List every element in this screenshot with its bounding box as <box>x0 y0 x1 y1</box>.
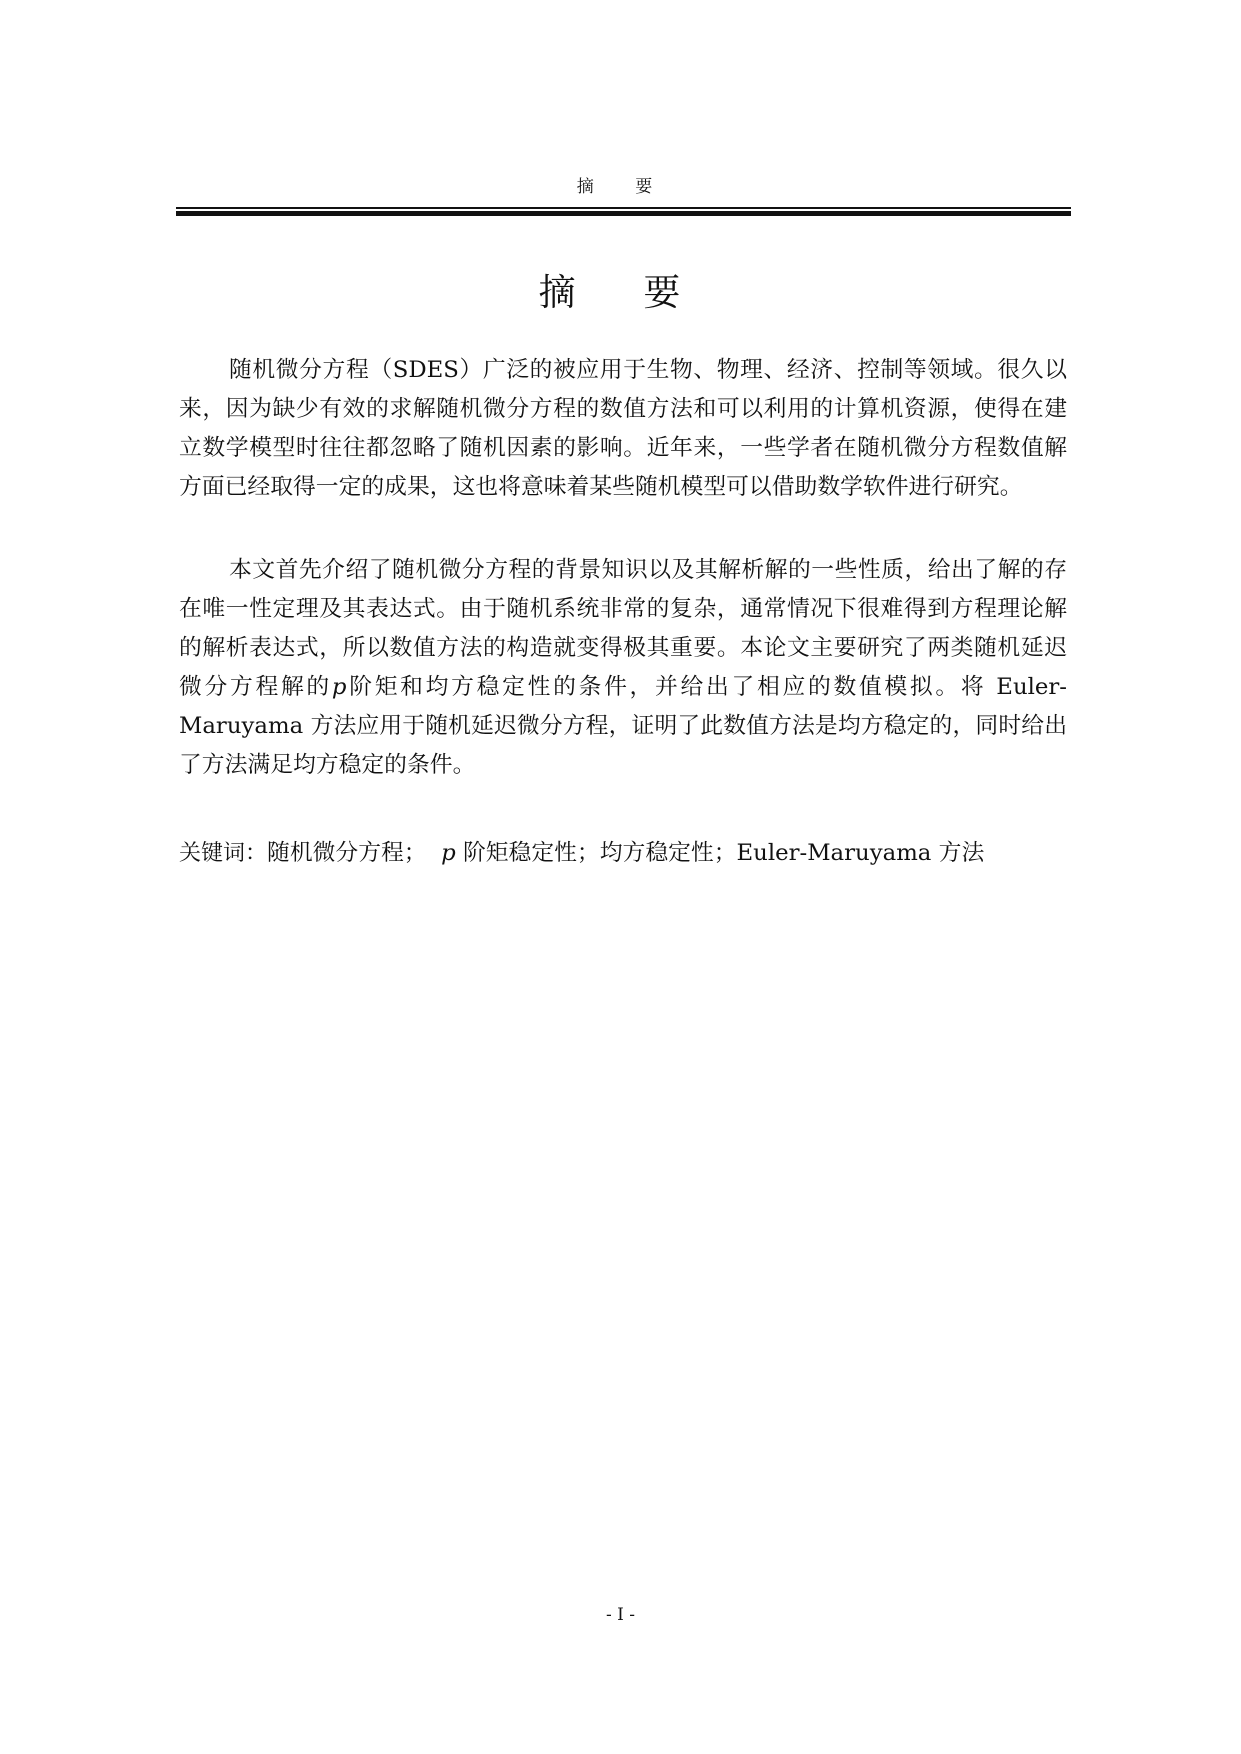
header-rule-thin <box>176 207 1071 209</box>
paragraph-1-text: 随机微分方程（SDES）广泛的被应用于生物、物理、经济、控制等领域。很久以来，因为缺少有效的求解随机微分方程的数值方法和可以利用的计算机资源，使得在建立数学模型时往往都忽略了随机因素的影响。近年来，一些学者在随机微分方程数值解方面已经取得一定的成果，这也将意味着某些随机模型可以借助数学软件进行研究。 <box>179 357 1067 500</box>
header-rule-thick <box>176 211 1071 216</box>
abstract-paragraph-2 <box>179 551 1067 785</box>
page-number: - I - <box>605 1605 635 1625</box>
keyword-rest: 阶矩稳定性；均方稳定性；Euler-Maruyama 方法 <box>462 840 985 866</box>
paragraph-2-text-part-1: 本文首先介绍了随机微分方程的背景知识以及其解析解的一些性质，给出了解的存在唯一性定理及其表达式。由于随机系统非常的复杂，通常情况下很难得到方程理论解的解析表达式，所以数值方法的构造就变得极其重要。本论文主要研究了两类随机延迟微分方程解的 <box>179 557 1067 700</box>
paragraph-2-text-part-2: 阶矩和均方稳定性的条件，并给出了相应的数值模拟。将 Euler-Maruyama 方法应用于随机延迟微分方程，证明了此数值方法是均方稳定的，同时给出了方法满足均方稳定的条件。 <box>179 674 1068 778</box>
abstract-title: 摘 要 <box>538 271 709 314</box>
abstract-paragraph-1 <box>179 351 1067 507</box>
keyword-1: 随机微分方程； <box>267 840 427 866</box>
running-header: 摘 要 <box>576 177 671 197</box>
keywords-label: 关键词： <box>179 841 268 866</box>
keywords-line <box>179 834 1067 873</box>
paragraph-2-italic-p: p <box>331 674 347 700</box>
keyword-p: p <box>441 840 456 866</box>
